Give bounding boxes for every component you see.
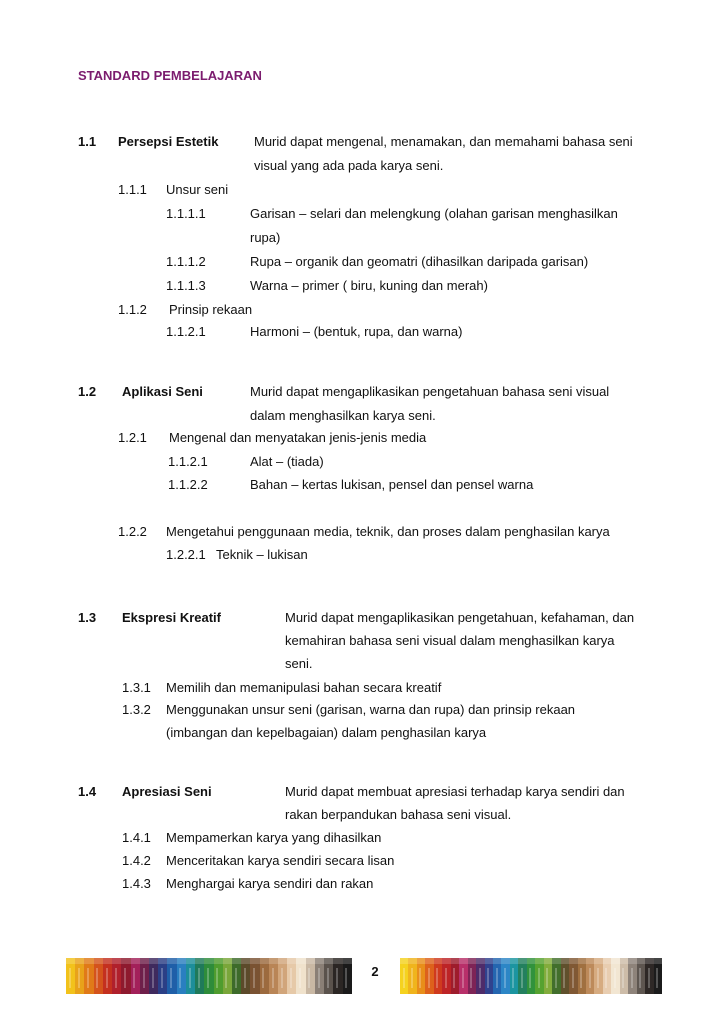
pencil [204, 958, 213, 994]
pencil [186, 958, 195, 994]
subsection-label: Menghargai karya sendiri dan rakan [166, 876, 374, 891]
item-number: 1.1.2.1 [166, 324, 206, 339]
item-text: Warna – primer ( biru, kuning dan merah) [250, 278, 488, 293]
pencil [94, 958, 103, 994]
item-number: 1.1.2.2 [168, 477, 208, 492]
pencil [140, 958, 149, 994]
pencil [442, 958, 450, 994]
item-number: 1.1.1.3 [166, 278, 206, 293]
item-text: Harmoni – (bentuk, rupa, dan warna) [250, 324, 463, 339]
item-text: Alat – (tiada) [250, 454, 324, 469]
subsection-number: 1.4.1 [122, 830, 151, 845]
pencil [425, 958, 433, 994]
section-number: 1.4 [78, 784, 97, 799]
section-description: visual yang ada pada karya seni. [254, 158, 444, 173]
pencil [586, 958, 594, 994]
subsection-label: Mengenal dan menyatakan jenis-jenis media [169, 430, 427, 445]
pencil [103, 958, 112, 994]
item-number: 1.1.1.2 [166, 254, 206, 269]
section-number: 1.2 [78, 384, 97, 399]
pencil [485, 958, 493, 994]
pencil [451, 958, 459, 994]
pencil [501, 958, 509, 994]
pencil [434, 958, 442, 994]
section-title: Apresiasi Seni [122, 784, 212, 799]
subsection-label: Menggunakan unsur seni (garisan, warna dan rupa) dan prinsip rekaan [166, 702, 576, 717]
item-text: Teknik – lukisan [216, 547, 308, 562]
pencil [167, 958, 176, 994]
pencil [66, 958, 75, 994]
pencil [324, 958, 333, 994]
section-title: Persepsi Estetik [118, 134, 219, 149]
pencil [158, 958, 167, 994]
pencil [131, 958, 140, 994]
subsection-number: 1.2.1 [118, 430, 147, 445]
subsection-label: Unsur seni [166, 182, 229, 197]
subsection-number: 1.3.2 [122, 702, 151, 717]
colored-pencils-decoration [400, 958, 662, 994]
subsection-number: 1.2.2 [118, 524, 147, 539]
subsection-number: 1.3.1 [122, 680, 151, 695]
section-description: rakan berpandukan bahasa seni visual. [285, 807, 512, 822]
subsection-number: 1.4.3 [122, 876, 151, 891]
pencil [603, 958, 611, 994]
pencil [278, 958, 287, 994]
pencil [628, 958, 636, 994]
pencil [569, 958, 577, 994]
pencil [459, 958, 467, 994]
item-text: Bahan – kertas lukisan, pensel dan pensel warna [250, 477, 534, 492]
pencil [287, 958, 296, 994]
section-description: seni. [285, 656, 313, 671]
pencil [611, 958, 619, 994]
pencil [476, 958, 484, 994]
subsection-number: 1.1.1 [118, 182, 147, 197]
subsection-label: Memilih dan memanipulasi bahan secara kreatif [166, 680, 442, 695]
pencil [594, 958, 602, 994]
section-description: Murid dapat mengaplikasikan pengetahuan bahasa seni visual [250, 384, 610, 399]
item-text: Rupa – organik dan geomatri (dihasilkan daripada garisan) [250, 254, 589, 269]
pencil [260, 958, 269, 994]
subsection-label: Prinsip rekaan [169, 302, 253, 317]
pencil [468, 958, 476, 994]
pencil [544, 958, 552, 994]
pencil [620, 958, 628, 994]
pencil [112, 958, 121, 994]
pencil [561, 958, 569, 994]
colored-pencils-decoration [66, 958, 352, 994]
pencil [552, 958, 560, 994]
pencil [637, 958, 645, 994]
pencil [306, 958, 315, 994]
pencil [493, 958, 501, 994]
item-text: Garisan – selari dan melengkung (olahan garisan menghasilkan [250, 206, 618, 221]
subsection-label: Mengetahui penggunaan media, teknik, dan proses dalam penghasilan karya [166, 524, 610, 539]
pencil [250, 958, 259, 994]
subsection-number: 1.4.2 [122, 853, 151, 868]
pencil [75, 958, 84, 994]
pencil [408, 958, 416, 994]
pencil [269, 958, 278, 994]
section-title: Ekspresi Kreatif [122, 610, 221, 625]
section-description: Murid dapat mengaplikasikan pengetahuan, kefahaman, dan [285, 610, 635, 625]
pencil [400, 958, 408, 994]
section-description: kemahiran bahasa seni visual dalam menghasilkan karya [285, 633, 615, 648]
pencil [84, 958, 93, 994]
pencil [578, 958, 586, 994]
subsection-label: Menceritakan karya sendiri secara lisan [166, 853, 395, 868]
pencil [527, 958, 535, 994]
subsection-label: (imbangan dan kepelbagaian) dalam penghasilan karya [166, 725, 487, 740]
item-number: 1.1.1.1 [166, 206, 206, 221]
pencil [241, 958, 250, 994]
pencil [535, 958, 543, 994]
section-description: Murid dapat mengenal, menamakan, dan memahami bahasa seni [254, 134, 633, 149]
pencil [343, 958, 352, 994]
item-number: 1.2.2.1 [166, 547, 206, 562]
pencil [645, 958, 653, 994]
pencil [518, 958, 526, 994]
pencil [315, 958, 324, 994]
section-number: 1.3 [78, 610, 97, 625]
page-heading: STANDARD PEMBELAJARAN [78, 68, 262, 83]
section-description: dalam menghasilkan karya seni. [250, 408, 436, 423]
pencil [214, 958, 223, 994]
item-number: 1.1.2.1 [168, 454, 208, 469]
section-description: Murid dapat membuat apresiasi terhadap karya sendiri dan [285, 784, 625, 799]
subsection-label: Mempamerkan karya yang dihasilkan [166, 830, 382, 845]
pencil [510, 958, 518, 994]
pencil [149, 958, 158, 994]
pencil [195, 958, 204, 994]
subsection-number: 1.1.2 [118, 302, 147, 317]
pencil [296, 958, 305, 994]
pencil [177, 958, 186, 994]
pencil [654, 958, 662, 994]
item-text: rupa) [250, 230, 281, 245]
page-number: 2 [371, 964, 379, 979]
pencil [121, 958, 130, 994]
pencil [223, 958, 232, 994]
pencil [333, 958, 342, 994]
pencil [417, 958, 425, 994]
pencil [232, 958, 241, 994]
section-number: 1.1 [78, 134, 97, 149]
section-title: Aplikasi Seni [122, 384, 203, 399]
